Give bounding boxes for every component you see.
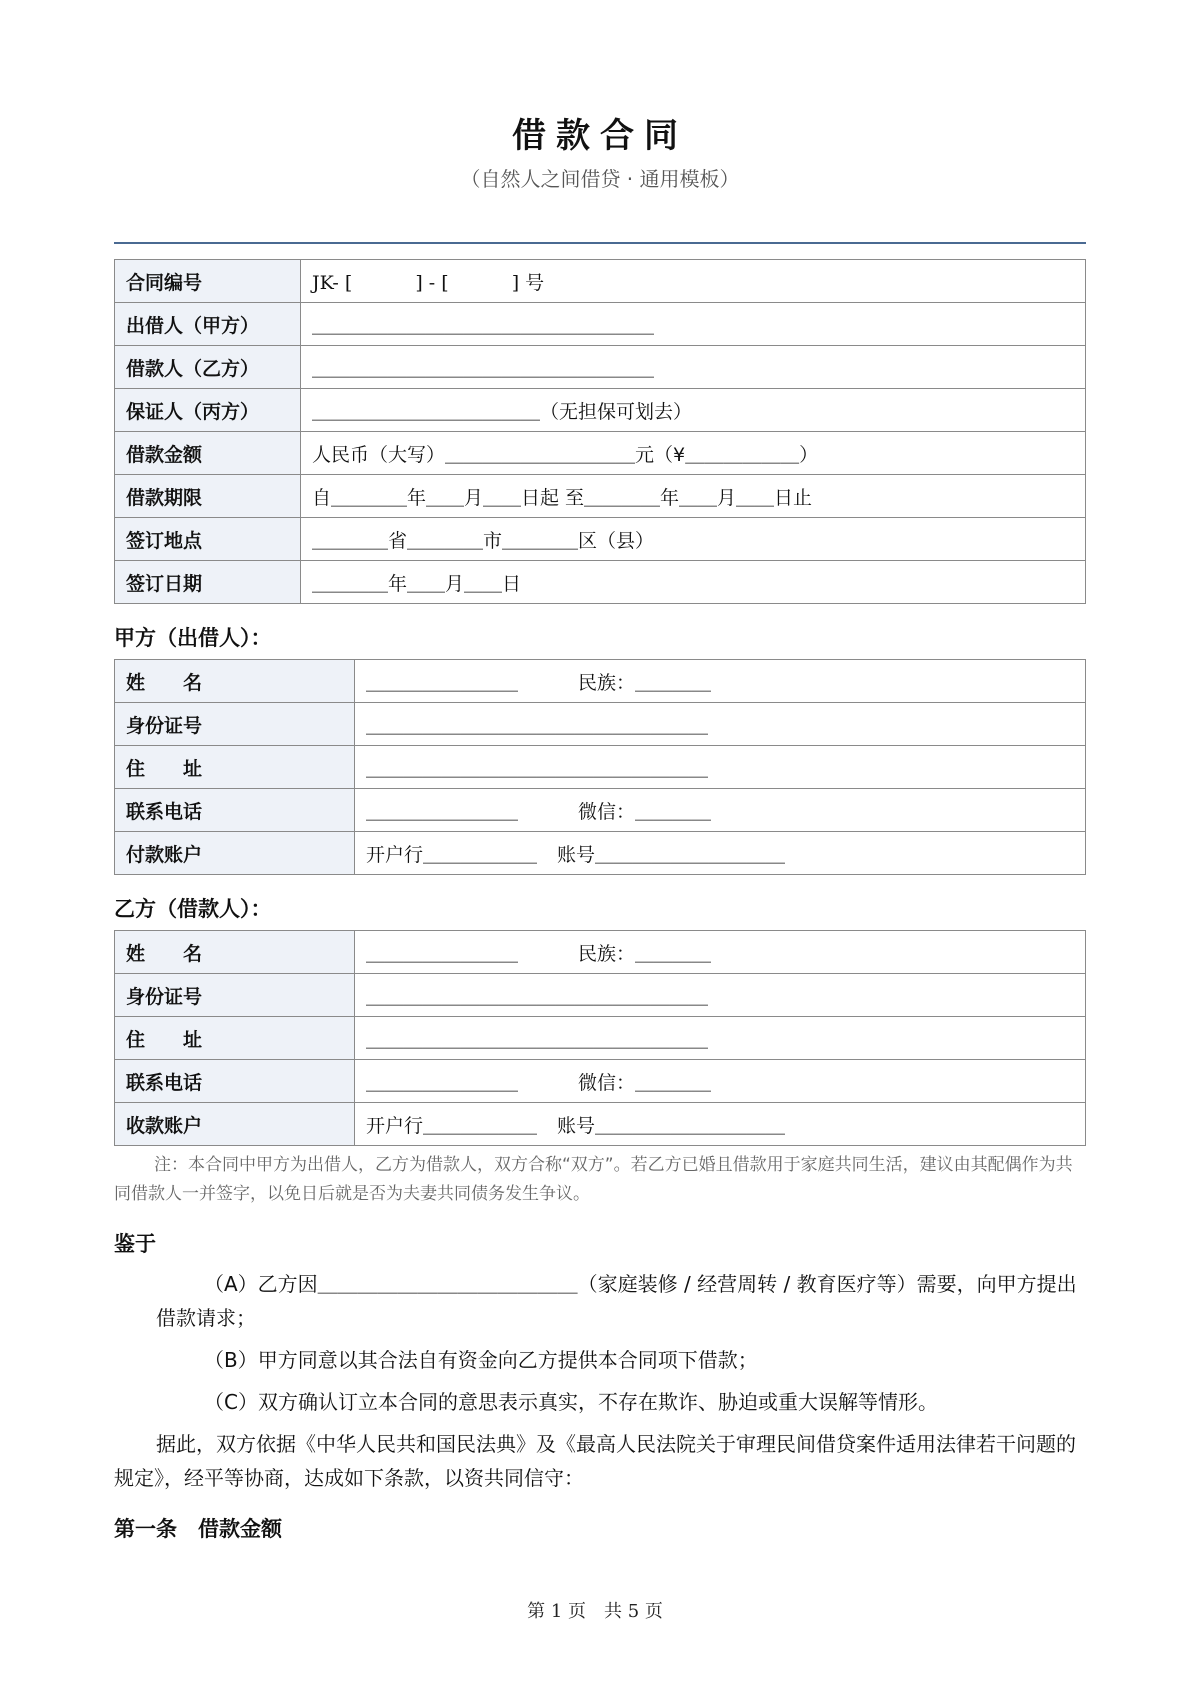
party-a-phone-field[interactable]: ＿＿＿＿＿＿＿＿	[366, 800, 519, 823]
spouse-note: 注：本合同中甲方为出借人，乙方为借款人，双方合称“双方”。若乙方已婚且借款用于家庭共同生活，建议由其配偶作为共同借款人一并签字，以免日后就是否为夫妻共同债务发生争议。	[114, 1155, 1073, 1204]
table-row	[115, 660, 1086, 703]
table-row	[115, 974, 1086, 1017]
guarantor-label: 保证人（丙方）	[115, 389, 301, 432]
party-a-ethnic-field[interactable]: 民族：＿＿＿＿	[578, 671, 712, 694]
party-b-bank-field[interactable]: 开户行＿＿＿＿＿＿	[366, 1114, 538, 1137]
signing-place-label: 签订地点	[115, 518, 301, 561]
party-a-name-cell	[355, 660, 1086, 703]
party-b-wechat-field[interactable]: 微信：＿＿＿＿	[578, 1071, 712, 1094]
party-b-id-label: 身份证号	[115, 974, 355, 1017]
loan-term-label: 借款期限	[115, 475, 301, 518]
party-a-name-label: 姓 名	[115, 660, 355, 703]
loan-amount-label: 借款金额	[115, 432, 301, 475]
table-row	[115, 703, 1086, 746]
table-row	[115, 1060, 1086, 1103]
whereas-item-c: （C）双方确认订立本合同的意思表示真实，不存在欺诈、胁迫或重大误解等情形。	[204, 1390, 938, 1414]
party-a-bank-field[interactable]: 开户行＿＿＿＿＿＿	[366, 843, 538, 866]
party-a-wechat-field[interactable]: 微信：＿＿＿＿	[578, 800, 712, 823]
party-b-phone-cell	[355, 1060, 1086, 1103]
party-b-account-field[interactable]: 账号＿＿＿＿＿＿＿＿＿＿	[557, 1114, 786, 1137]
party-b-table	[114, 930, 1086, 1146]
party-b-name-cell	[355, 931, 1086, 974]
page-subtitle: （自然人之间借贷 · 通用模板）	[460, 167, 740, 191]
lender-field[interactable]: ＿＿＿＿＿＿＿＿＿＿＿＿＿＿＿＿＿＿	[301, 303, 1086, 346]
party-b-heading: 乙方（借款人）：	[114, 897, 272, 921]
party-b-name-label: 姓 名	[115, 931, 355, 974]
table-row	[115, 432, 1086, 475]
table-row	[115, 475, 1086, 518]
article-1-heading: 第一条 借款金额	[114, 1517, 282, 1541]
table-row	[115, 832, 1086, 875]
loan-term-field[interactable]: 自＿＿＿＿年＿＿月＿＿日起 至＿＿＿＿年＿＿月＿＿日止	[301, 475, 1086, 518]
party-a-phone-cell	[355, 789, 1086, 832]
loan-amount-field[interactable]: 人民币（大写）＿＿＿＿＿＿＿＿＿＿元（¥＿＿＿＿＿＿）	[301, 432, 1086, 475]
title-divider	[114, 242, 1086, 244]
table-row	[115, 1017, 1086, 1060]
contract-number-label: 合同编号	[115, 260, 301, 303]
party-b-name-field[interactable]: ＿＿＿＿＿＿＿＿	[366, 942, 519, 965]
party-b-address-field[interactable]: ＿＿＿＿＿＿＿＿＿＿＿＿＿＿＿＿＿＿	[355, 1017, 1086, 1060]
table-row	[115, 389, 1086, 432]
party-a-account-label: 付款账户	[115, 832, 355, 875]
whereas-item-a: （A）乙方因＿＿＿＿＿＿＿＿＿＿＿＿＿（家庭装修 / 经营周转 / 教育医疗等）需要，向甲方提出借款请求；	[156, 1272, 1077, 1330]
party-a-account-field[interactable]: 账号＿＿＿＿＿＿＿＿＿＿	[557, 843, 786, 866]
party-a-id-field[interactable]: ＿＿＿＿＿＿＿＿＿＿＿＿＿＿＿＿＿＿	[355, 703, 1086, 746]
party-a-address-field[interactable]: ＿＿＿＿＿＿＿＿＿＿＿＿＿＿＿＿＿＿	[355, 746, 1086, 789]
party-a-table	[114, 659, 1086, 875]
party-a-id-label: 身份证号	[115, 703, 355, 746]
table-row	[115, 260, 1086, 303]
contract-info-table	[114, 259, 1086, 604]
party-b-phone-field[interactable]: ＿＿＿＿＿＿＿＿	[366, 1071, 519, 1094]
table-row	[115, 789, 1086, 832]
whereas-heading: 鉴于	[114, 1232, 156, 1256]
signing-date-label: 签订日期	[115, 561, 301, 604]
lender-label: 出借人（甲方）	[115, 303, 301, 346]
borrower-label: 借款人（乙方）	[115, 346, 301, 389]
contract-number-field[interactable]: JK- [ ] - [ ] 号	[301, 260, 1086, 303]
whereas-conclusion: 据此，双方依据《中华人民共和国民法典》及《最高人民法院关于审理民间借贷案件适用法律若干问题的规定》，经平等协商，达成如下条款，以资共同信守：	[114, 1432, 1076, 1490]
table-row	[115, 346, 1086, 389]
table-row	[115, 746, 1086, 789]
table-row	[115, 1103, 1086, 1146]
signing-place-field[interactable]: ＿＿＿＿省＿＿＿＿市＿＿＿＿区（县）	[301, 518, 1086, 561]
party-a-account-cell	[355, 832, 1086, 875]
table-row	[115, 303, 1086, 346]
party-b-phone-label: 联系电话	[115, 1060, 355, 1103]
party-a-heading: 甲方（出借人）：	[114, 626, 272, 650]
table-row	[115, 518, 1086, 561]
party-a-name-field[interactable]: ＿＿＿＿＿＿＿＿	[366, 671, 519, 694]
guarantor-field[interactable]: ＿＿＿＿＿＿＿＿＿＿＿＿（无担保可划去）	[301, 389, 1086, 432]
whereas-item-b: （B）甲方同意以其合法自有资金向乙方提供本合同项下借款；	[204, 1348, 758, 1372]
party-b-account-label: 收款账户	[115, 1103, 355, 1146]
page-number: 第 1 页 共 5 页	[527, 1601, 663, 1622]
party-b-id-field[interactable]: ＿＿＿＿＿＿＿＿＿＿＿＿＿＿＿＿＿＿	[355, 974, 1086, 1017]
party-b-ethnic-field[interactable]: 民族：＿＿＿＿	[578, 942, 712, 965]
page-title: 借款合同	[512, 116, 688, 156]
party-a-phone-label: 联系电话	[115, 789, 355, 832]
signing-date-field[interactable]: ＿＿＿＿年＿＿月＿＿日	[301, 561, 1086, 604]
table-row	[115, 931, 1086, 974]
party-a-address-label: 住 址	[115, 746, 355, 789]
party-b-account-cell	[355, 1103, 1086, 1146]
borrower-field[interactable]: ＿＿＿＿＿＿＿＿＿＿＿＿＿＿＿＿＿＿	[301, 346, 1086, 389]
table-row	[115, 561, 1086, 604]
contract-page	[114, 0, 1086, 1544]
party-b-address-label: 住 址	[115, 1017, 355, 1060]
